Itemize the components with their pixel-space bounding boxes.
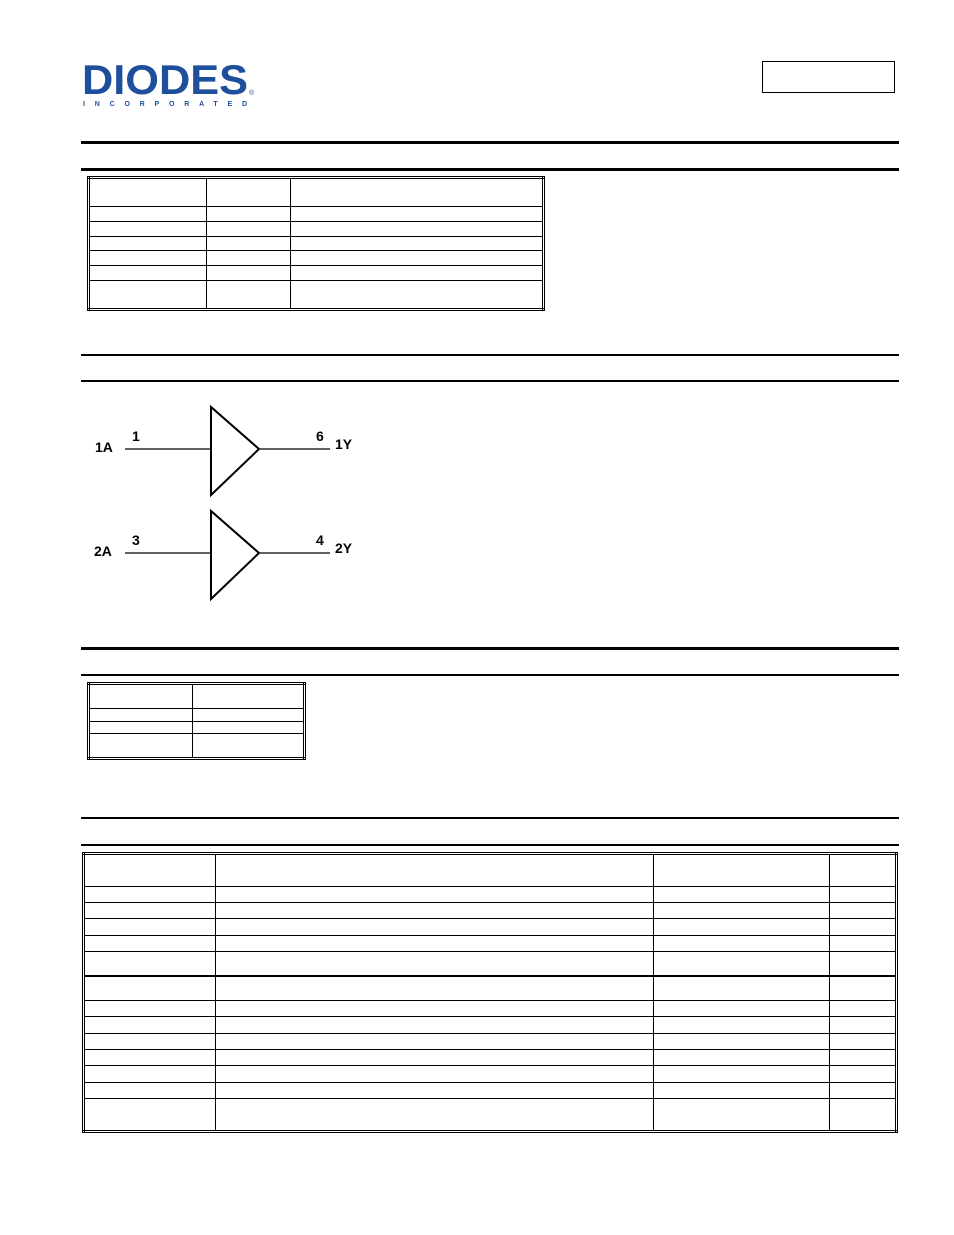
logo-wordmark: DIODES [82,58,248,103]
part-number-box [762,61,895,93]
section-rule-bottom-2 [81,380,899,382]
table-row [89,721,305,734]
section-rule-bottom-1 [81,168,899,171]
output-pin-number-6: 6 [316,428,324,444]
table-row [89,207,544,222]
buffer-triangle-1 [211,407,259,495]
table-row [89,265,544,280]
table-row [84,886,897,902]
output-name-1Y: 1Y [335,436,353,452]
table-row [84,1050,897,1066]
input-name-1A: 1A [95,439,113,455]
table-row [84,919,897,935]
diodes-logo [82,58,257,110]
table-row [84,1001,897,1017]
section-rule-top-4 [81,817,899,819]
table-row [84,1017,897,1033]
table-row [89,236,544,251]
section-rule-top-3 [81,647,899,650]
section-rule-top-2 [81,354,899,356]
table-row [84,854,897,887]
table-row [89,280,544,309]
input-pin-number-3: 3 [132,532,140,548]
ratings-table [82,852,898,1133]
input-pin-number-1: 1 [132,428,140,444]
table-row [84,935,897,951]
table-row [89,221,544,236]
table-row [84,903,897,919]
table-row [84,1099,897,1132]
table-row [89,734,305,759]
table-row [89,178,544,207]
function-table [87,682,306,760]
buffer-triangle-2 [211,511,259,599]
buffer-gate-1 [95,407,353,495]
table-row [89,709,305,722]
buffer-gate-2 [94,511,353,599]
table-row [84,1066,897,1082]
table-row [84,1033,897,1049]
output-name-2Y: 2Y [335,540,353,556]
table-row [84,952,897,977]
section-rule-bottom-3 [81,674,899,676]
table-row [89,251,544,266]
section-rule-bottom-4 [81,844,899,846]
section-rule-top-1 [81,141,899,144]
output-pin-number-4: 4 [316,532,324,548]
logo-subtext: INCORPORATED [83,101,248,108]
logo-registered-mark: ® [249,90,255,97]
table-row [89,684,305,709]
input-name-2A: 2A [94,543,112,559]
pin-description-table [87,176,545,311]
table-row [84,1082,897,1098]
logic-diagram [0,390,954,620]
table-row [84,976,897,1001]
